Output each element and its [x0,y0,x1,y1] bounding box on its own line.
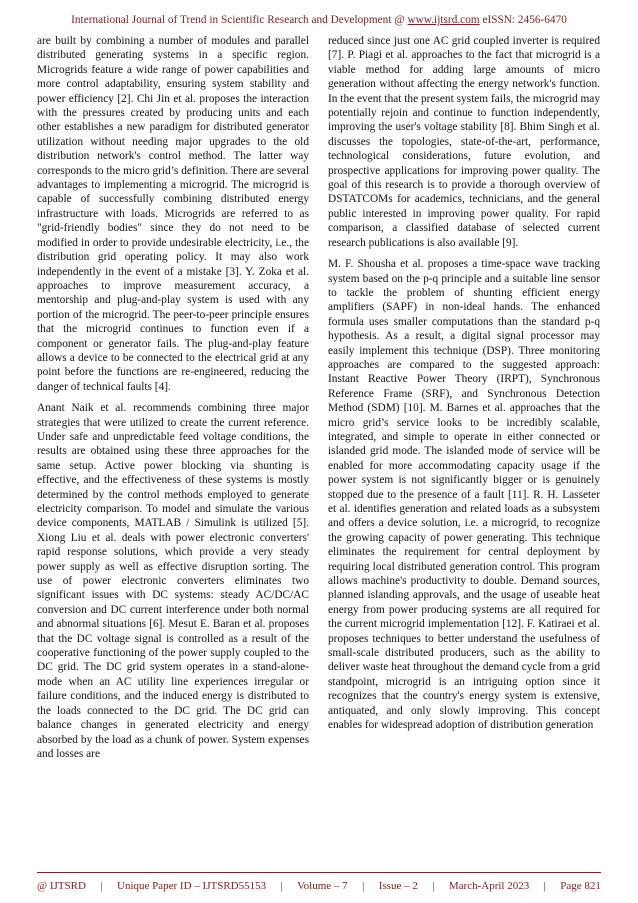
footer-sep-2: | [280,880,283,892]
footer-paper-id: Unique Paper ID – IJTSRD55153 [117,880,267,892]
running-footer [37,880,601,892]
footer-page-number: Page 821 [560,880,601,892]
left-paragraph-2: Anant Naik et al. recommends combining three major strategies that were utilized to create the current reference. Under safe and unpredictable feed voltage conditions, the results are obtained using these three approaches for the same setup. Active power blocking via shunting is effective, and the effectiveness of these systems is mostly determined by the control methods employed to generate electricity comparison. To model and simulate the various device components, MATLAB / Simulink is utilized [5]. Xiong Liu et al. deals with power electronic converters' rapid response solutions, which provide a very steady power supply as well as effective disruption sorting. The use of power electronic converters eliminates two significant issues with DC systems: steady AC/DC/AC conversion and DC current interference under both normal and abnormal situations [6]. Mesut E. Baran et al. proposes that the DC voltage signal is controlled as a result of the cooperative functioning of the power supply coupled to the DC grid. The DC grid system operates in a stand-alone-mode when an AC utility line experiences irregular or failure conditions, and the induced energy is distributed to the loads connected to the DC grid. The DC grid can balance changes in generated electricity and energy absorbed by the load as a chunk of power. System expenses and losses are [37,402,309,760]
footer-sep-1: | [100,880,103,892]
left-column [37,34,309,768]
right-column [328,34,600,740]
right-paragraph-2: M. F. Shousha et al. proposes a time-space wave tracking system based on the p-q principle and a suitable line sensor to tackle the problem of shunting efficient energy amplifiers (SAPF) in non-ideal hands. The enhanced formula uses smaller computations than the standard p-q hypothesis. As a result, a digital signal processor may easily implement this technique (DSP). Three monitoring approaches are compared to the suggested approach: Instant Reactive Power Theory (IRPT), Synchronous Reference Frame (SRF), and Synchronous Detection Method (SDM) [10]. M. Barnes et al. approaches that the micro grid’s service looks to be incredibly scalable, integrated, and simple to operate in either connected or islanded grid mode. The islanded mode of service will be enabled for more accommodating capacity usage if the power system is not significantly bigger or is genuinely stopped due to the presence of a fault [11]. R. H. Lasseter et al. identifies generation and related loads as a subsystem and offers a device solution, i.e. a microgrid, to recognize the growing capacity of power generating. This technique eliminates the requirement for central deployment by requiring local distributed generation control. This program allows machine's productivity to double. Demand sources, planned islanding approvals, and the usage of useable heat energy from power producing systems are all required for the current microgrid implementation [12]. F. Katiraei et al. proposes techniques to better understand the usefulness of small-scale distributed producers, such as the ability to deliver waste heat throughout the demand cycle from a grid standpoint, microgrid is an intriguing option since it recognizes that the country's energy system is extensive, antiquated, and only slowly improving. This concept enables for widespread adoption of distribution generation [328,258,600,732]
footer-journal: @ IJTSRD [37,880,86,892]
footer-date: March-April 2023 [448,880,530,892]
footer-sep-3: | [362,880,365,892]
footer-issue: Issue – 2 [378,880,418,892]
header-journal-name: International Journal of Trend in Scientific Research and Development @ [71,14,408,26]
header-issn: eISSN: 2456-6470 [479,14,567,26]
left-paragraph-1: are built by combining a number of modules and parallel distributed generating systems in a specific region. Microgrids feature a wide range of power capabilities and more control adaptability, ensuring system stability and power efficiency [2]. Chi Jin et al. proposes the interaction with the pressures created by producing units and each other establishes a new paradigm for distributed generator utilization without needing major upgrades to the old distribution network's control method. The latter way corresponds to the micro grid’s definition. There are several advantages to implementing a microgrid. The microgrid is capable of successfully combining distributed energy infrastructure with loads. Microgrids are referred to as "grid-friendly bodies" since they do not need to be modified in order to provide undesirable electricity, i.e., the distribution grid operating policy. It may also work independently in the event of a mistake [3]. Y. Zoka et al. approaches to improve measurement accuracy, a mentorship and plug-and-play system is used with any portion of the microgrid. The peer-to-peer principle ensures that the microgrid continues to function even if a component or generator fails. The plug-and-play feature allows a device to be connected to the electrical grid at any point before the functions are re-engineered, reducing the danger of technical faults [4]. [37,35,309,393]
footer-divider [37,872,601,873]
footer-sep-5: | [543,880,546,892]
right-paragraph-1: reduced since just one AC grid coupled inverter is required [7]. P. Piagi et al. approaches to the fact that microgrid is a viable method for adding large amounts of micro generation without affecting the energy network's function. In the event that the present system fails, the microgrid may potentially rejoin and continue to function independently, improving the user's voltage stability [8]. Bhim Singh et al. discusses the topologies, state-of-the-art, performance, technological considerations, future evolution, and prospective applications for improving power quality. The goal of this research is to provide a thorough overview of DSTATCOMs for academics, technicians, and the general public interested in improving power quality. For rapid comparison, a classified database of selected current research publications is also available [9]. [328,35,600,249]
footer-volume: Volume – 7 [297,880,348,892]
header-journal-url[interactable]: www.ijtsrd.com [407,14,480,26]
footer-sep-4: | [432,880,435,892]
running-header [0,14,638,26]
